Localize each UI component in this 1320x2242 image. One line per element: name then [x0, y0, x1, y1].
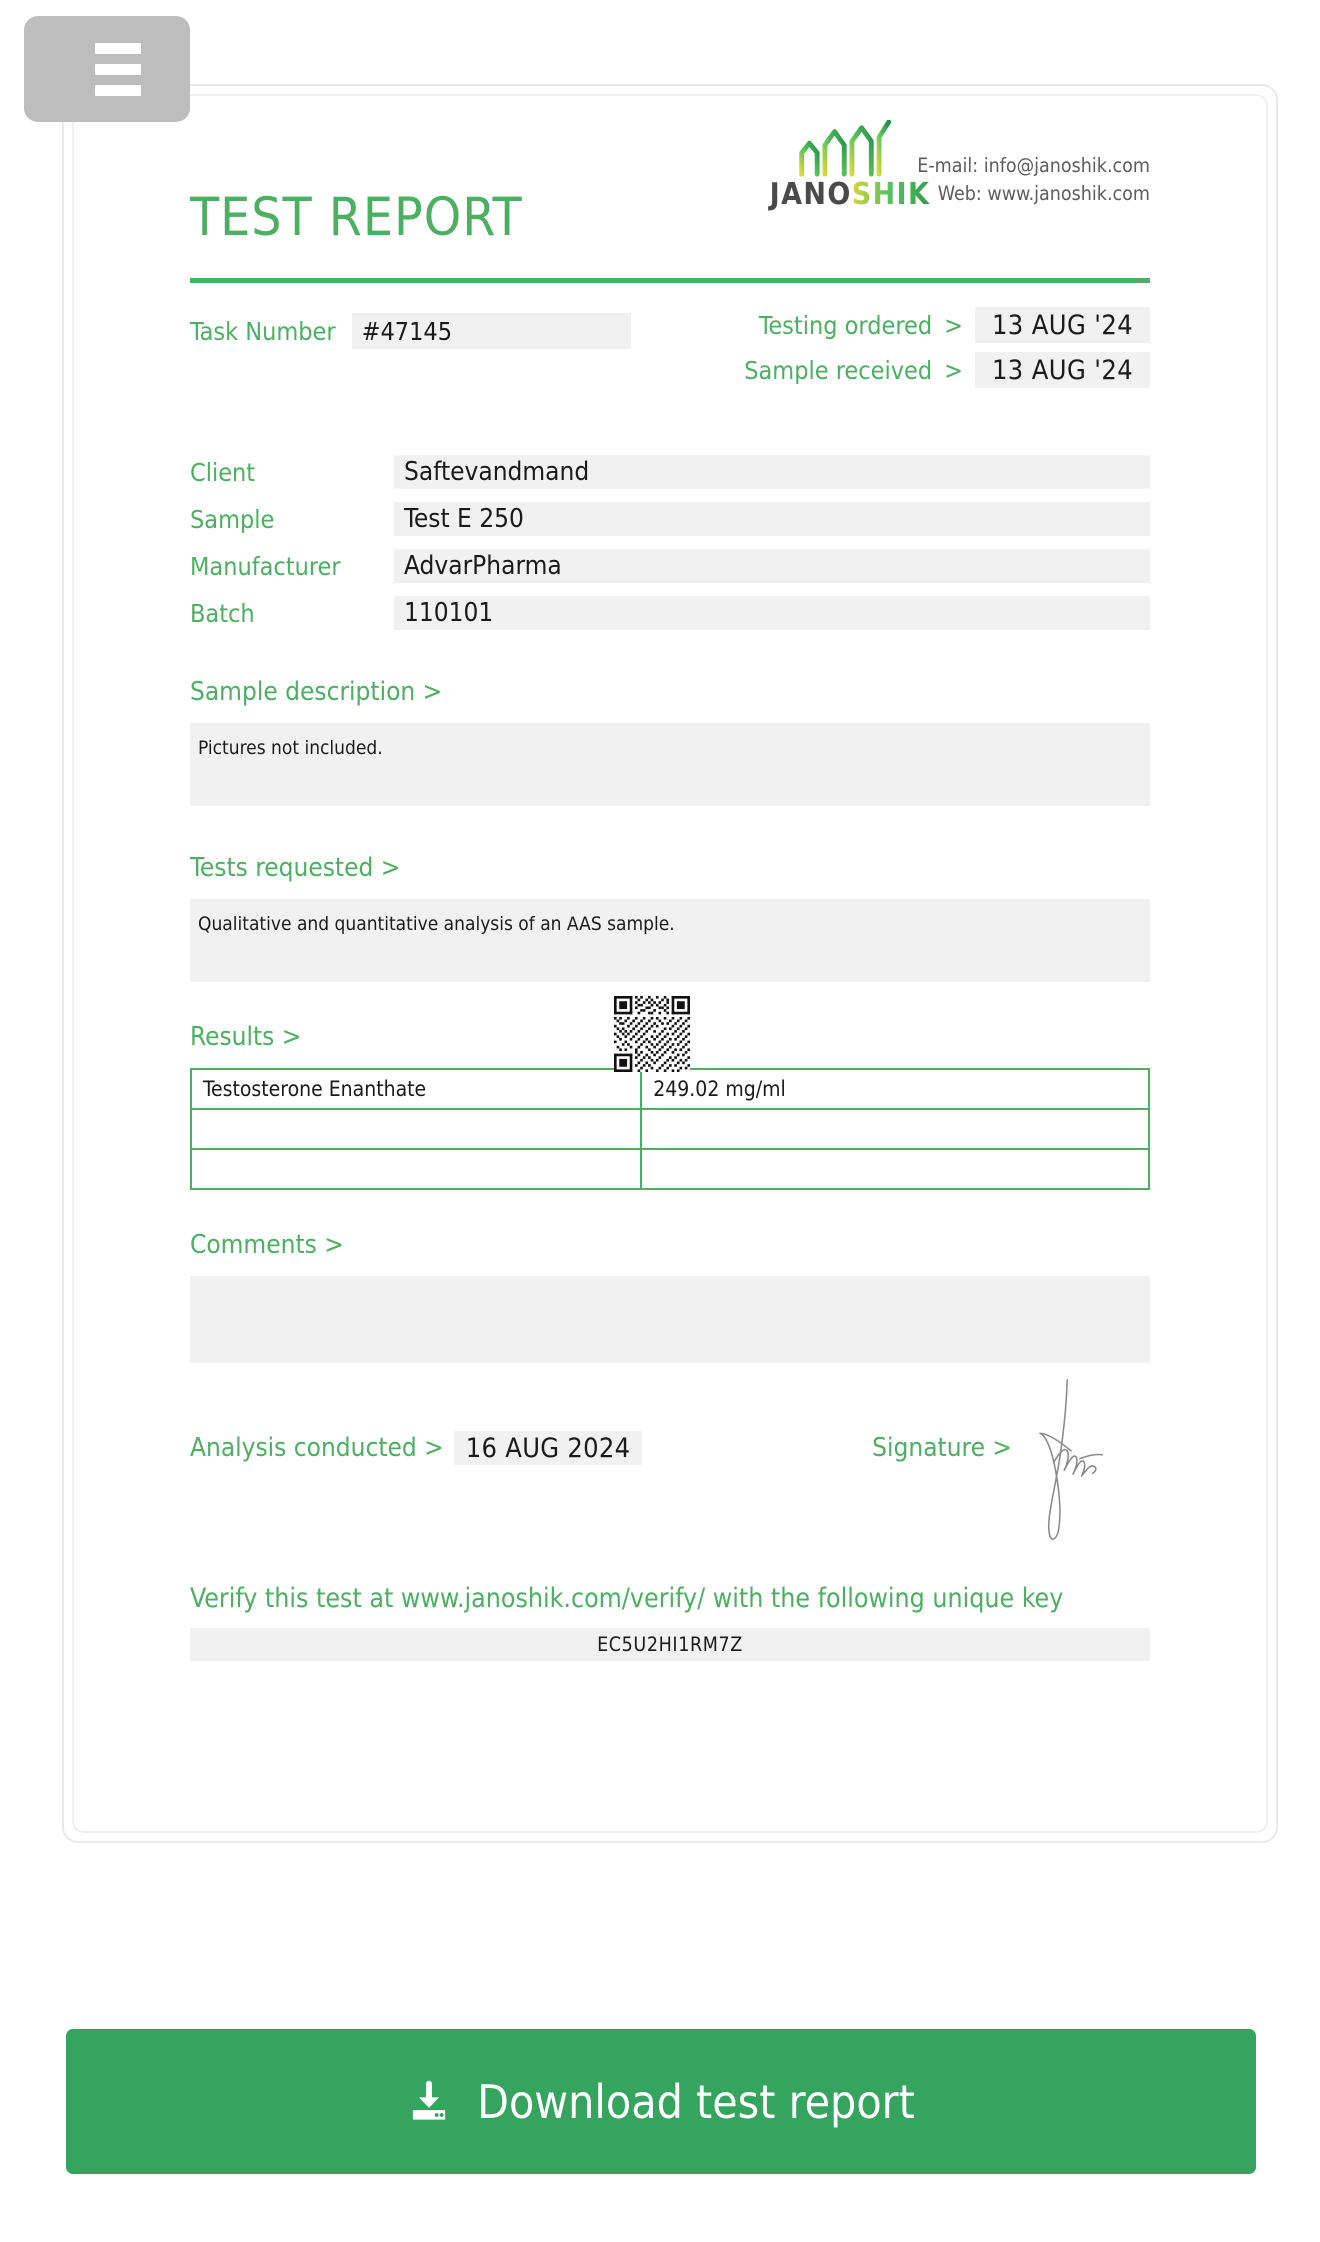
page-title: TEST REPORT — [190, 187, 523, 248]
info-grid — [190, 455, 1150, 630]
result-substance — [191, 1109, 641, 1149]
unique-key-value: EC5U2HI1RM7Z — [190, 1628, 1150, 1661]
task-number-group — [190, 313, 631, 349]
tests-requested-heading: Tests requested > — [190, 853, 401, 883]
analysis-row — [190, 1427, 1150, 1471]
sample-received-label: Sample received — [744, 355, 933, 385]
qr-code — [614, 996, 690, 1072]
batch-value: 110101 — [394, 596, 1150, 630]
batch-label: Batch — [190, 598, 255, 628]
result-amount: 249.02 mg/ml — [641, 1069, 1149, 1109]
tests-requested-box: Qualitative and quantitative analysis of an AAS sample. — [190, 899, 1150, 982]
report-card — [62, 84, 1278, 1843]
signature-label: Signature > — [872, 1433, 1012, 1463]
task-number-label: Task Number — [190, 316, 336, 346]
brand-word-dark: JANO — [769, 177, 852, 212]
header-divider — [190, 278, 1150, 283]
handwritten-signature — [1034, 1377, 1112, 1547]
table-row — [191, 1109, 1149, 1149]
verify-text: Verify this test at www.janoshik.com/verify/ with the following unique key — [190, 1583, 1064, 1614]
info-row-manufacturer — [190, 549, 1150, 583]
table-row — [191, 1149, 1149, 1189]
report-card-inner — [72, 94, 1268, 1833]
result-substance — [191, 1149, 641, 1189]
result-amount — [641, 1109, 1149, 1149]
comments-box — [190, 1276, 1150, 1363]
task-row — [190, 307, 1150, 399]
task-number-value: #47145 — [352, 313, 631, 349]
brand-word-green: SHIK — [851, 177, 931, 212]
contact-info — [917, 152, 1150, 207]
client-label: Client — [190, 457, 256, 487]
sample-label: Sample — [190, 504, 275, 534]
results-table — [190, 1068, 1150, 1190]
testing-ordered-value: 13 AUG '24 — [975, 307, 1150, 343]
contact-email: E-mail: info@janoshik.com — [917, 154, 1150, 177]
sample-received-value: 13 AUG '24 — [975, 352, 1150, 388]
date-row-received — [744, 352, 1150, 388]
hamburger-menu-button[interactable] — [24, 16, 190, 122]
results-heading: Results > — [190, 1022, 302, 1052]
chart-bars-icon — [792, 120, 908, 178]
manufacturer-label: Manufacturer — [190, 551, 341, 581]
chevron-right-icon: > — [944, 355, 963, 385]
download-test-report-button[interactable] — [66, 2029, 1256, 2174]
analysis-conducted-label: Analysis conducted > — [190, 1433, 444, 1463]
table-row — [191, 1069, 1149, 1109]
hamburger-icon — [95, 43, 141, 96]
sample-description-heading: Sample description > — [190, 677, 443, 707]
analysis-conducted-group — [190, 1431, 642, 1465]
report-sheet — [74, 96, 1266, 1831]
download-button-label: Download test report — [477, 2074, 915, 2129]
result-substance: Testosterone Enanthate — [191, 1069, 641, 1109]
download-icon — [407, 2079, 451, 2125]
client-value: Saftevandmand — [394, 455, 1150, 489]
sample-description-box: Pictures not included. — [190, 723, 1150, 806]
report-header — [190, 96, 1150, 256]
sample-value: Test E 250 — [394, 502, 1150, 536]
info-row-client — [190, 455, 1150, 489]
contact-web: Web: www.janoshik.com — [937, 181, 1150, 205]
info-row-batch — [190, 596, 1150, 630]
results-section — [190, 1022, 1150, 1190]
comments-heading: Comments > — [190, 1230, 344, 1260]
signature-group — [872, 1431, 1112, 1547]
date-row-ordered — [759, 307, 1150, 343]
testing-ordered-label: Testing ordered — [758, 310, 933, 340]
chevron-right-icon: > — [944, 310, 963, 340]
date-group — [744, 307, 1150, 388]
analysis-conducted-date: 16 AUG 2024 — [454, 1431, 643, 1465]
info-row-sample — [190, 502, 1150, 536]
result-amount — [641, 1149, 1149, 1189]
manufacturer-value: AdvarPharma — [394, 549, 1150, 583]
